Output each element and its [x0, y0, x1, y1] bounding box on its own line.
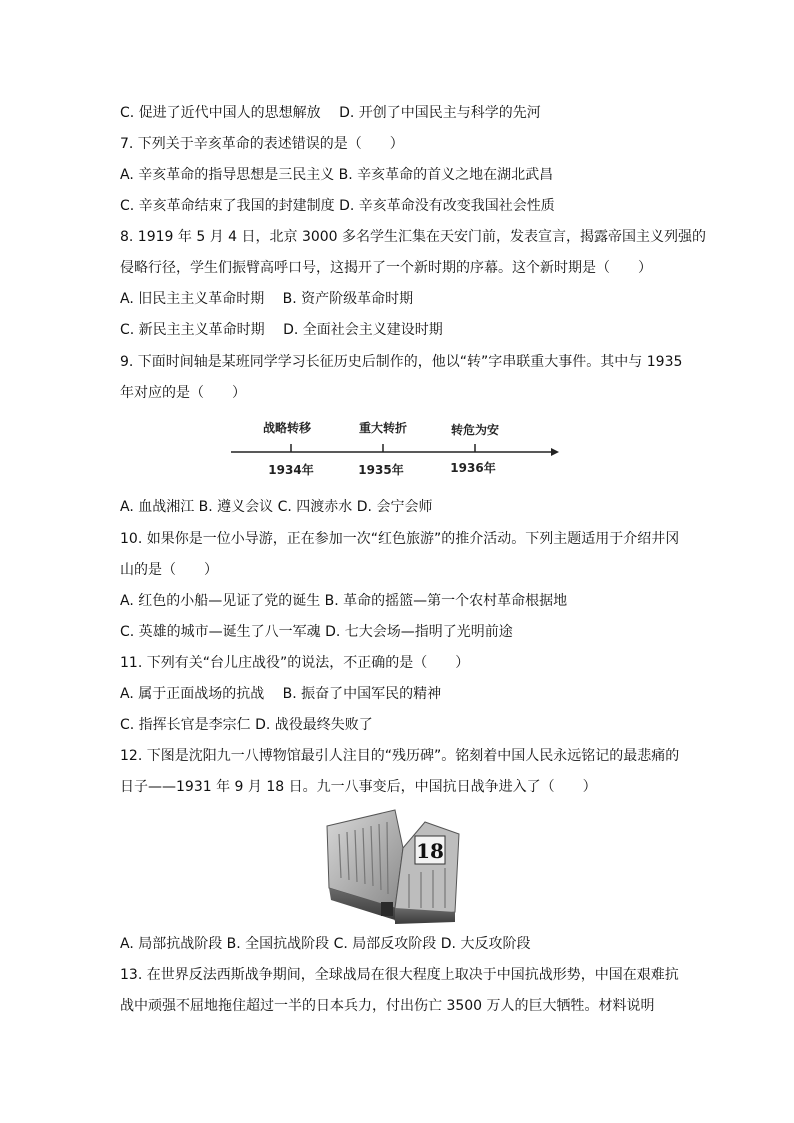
- q7-option-ab: A. 辛亥革命的指导思想是三民主义 B. 辛亥革命的首义之地在湖北武昌: [120, 167, 554, 183]
- longmarch-timeline: [225, 418, 565, 488]
- q7-stem: 7. 下列关于辛亥革命的表述错误的是（ ）: [120, 136, 404, 152]
- q8-stem-line1: 8. 1919 年 5 月 4 日，北京 3000 多名学生汇集在天安门前，发表宣言，揭露帝国主义列强的: [120, 229, 707, 245]
- q9-stem-line2: 年对应的是（ ）: [120, 385, 246, 401]
- timeline-year-3: 1936年: [450, 461, 496, 475]
- timeline-event-3: 转危为安: [450, 423, 500, 437]
- monument-date-number: 18: [416, 839, 444, 863]
- timeline-arrowhead: [551, 448, 559, 456]
- q11-option-ab: A. 属于正面战场的抗战 B. 振奋了中国军民的精神: [120, 686, 442, 702]
- q6-option-cd: C. 促进了近代中国人的思想解放 D. 开创了中国民主与科学的先河: [120, 105, 541, 121]
- timeline-event-2: 重大转折: [358, 421, 408, 435]
- q13-stem-line1: 13. 在世界反法西斯战争期间，全球战局在很大程度上取决于中国抗战形势，中国在艰难抗: [120, 967, 679, 983]
- timeline-year-1: 1934年: [268, 463, 314, 477]
- q8-option-ab: A. 旧民主主义革命时期 B. 资产阶级革命时期: [120, 291, 414, 307]
- q12-stem-line1: 12. 下图是沈阳九一八博物馆最引人注目的“残历碑”。铭刻着中国人民永远铭记的最悲痛的: [120, 748, 680, 764]
- q10-option-ab: A. 红色的小船—见证了党的诞生 B. 革命的摇篮—第一个农村革命根据地: [120, 593, 568, 609]
- timeline-event-1: 战略转移: [262, 421, 312, 435]
- q8-stem-line2: 侵略行径，学生们振臂高呼口号，这揭开了一个新时期的序幕。这个新时期是（ ）: [120, 260, 652, 276]
- q7-option-cd: C. 辛亥革命结束了我国的封建制度 D. 辛亥革命没有改变我国社会性质: [120, 198, 555, 214]
- timeline-year-2: 1935年: [358, 463, 404, 477]
- q12-stem-line2: 日子——1931 年 9 月 18 日。九一八事变后，中国抗日战争进入了（ ）: [120, 779, 597, 795]
- q13-stem-line2: 战中顽强不屈地拖住超过一半的日本兵力，付出伤亡 3500 万人的巨大牺牲。材料说明: [120, 998, 655, 1014]
- q8-option-cd: C. 新民主主义革命时期 D. 全面社会主义建设时期: [120, 322, 443, 338]
- q10-stem-line2: 山的是（ ）: [120, 562, 218, 578]
- q10-stem-line1: 10. 如果你是一位小导游，正在参加一次“红色旅游”的推介活动。下列主题适用于介绍井冈: [120, 531, 680, 547]
- q12-options: A. 局部抗战阶段 B. 全国抗战阶段 C. 局部反攻阶段 D. 大反攻阶段: [120, 936, 531, 952]
- monument-doorway: [381, 902, 393, 916]
- q9-stem-line1: 9. 下面时间轴是某班同学学习长征历史后制作的，他以“转”字串联重大事件。其中与 1935: [120, 354, 683, 370]
- broken-calendar-monument-image: [325, 804, 465, 926]
- q11-stem: 11. 下列有关“台儿庄战役”的说法，不正确的是（ ）: [120, 655, 470, 671]
- q11-option-cd: C. 指挥长官是李宗仁 D. 战役最终失败了: [120, 717, 373, 733]
- q9-options: A. 血战湘江 B. 遵义会议 C. 四渡赤水 D. 会宁会师: [120, 499, 433, 515]
- q10-option-cd: C. 英雄的城市—诞生了八一军魂 D. 七大会场—指明了光明前途: [120, 624, 513, 640]
